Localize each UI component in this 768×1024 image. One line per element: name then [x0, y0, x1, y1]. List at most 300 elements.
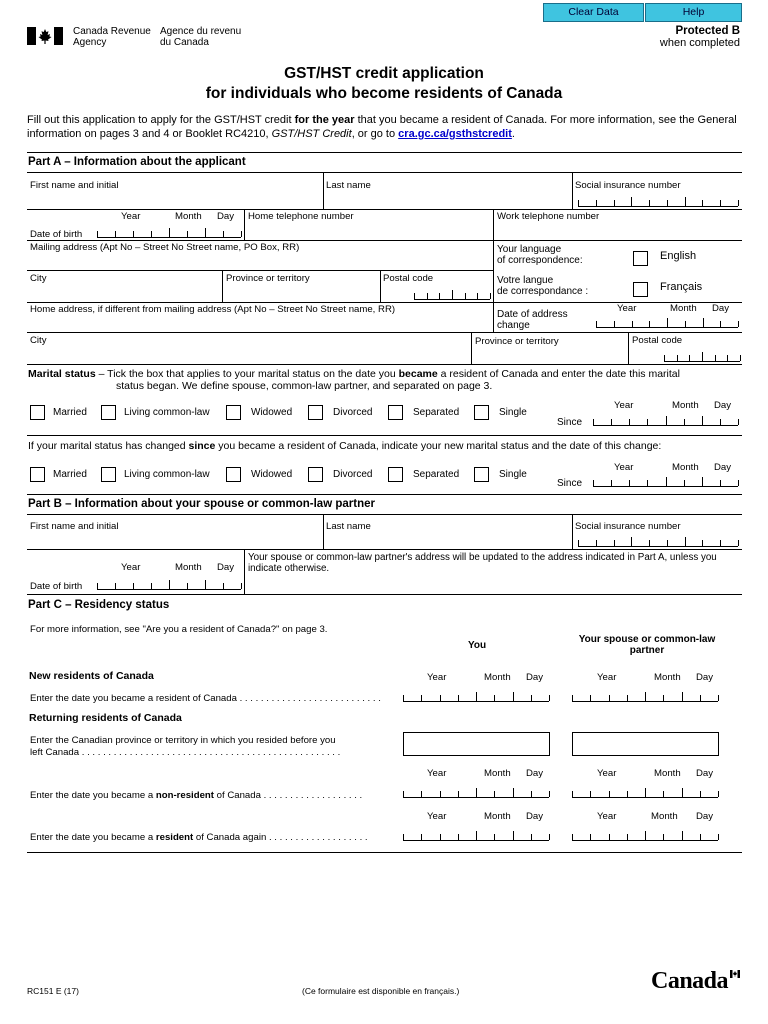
comb-tick: [666, 416, 667, 425]
year-label: Year: [121, 562, 141, 573]
date-address-change-label: Date of address change: [497, 309, 568, 331]
comb-tick: [649, 540, 650, 546]
marital-widowed-checkbox[interactable]: [226, 405, 241, 420]
new-marital-widowed-checkbox[interactable]: [226, 467, 241, 482]
marital-change-instruction: [28, 441, 661, 452]
new-marital-divorced-checkbox[interactable]: [308, 467, 323, 482]
comb-tick: [627, 791, 628, 797]
year-label: Year: [427, 811, 447, 822]
separated-label: Separated: [413, 469, 460, 480]
comb-tick: [627, 834, 628, 840]
new-marital-common-law-checkbox[interactable]: [101, 467, 116, 482]
marital-text-3: status began. We define spouse, common-law partner, and separated on page 3.: [116, 380, 493, 392]
comb-tick: [720, 321, 721, 327]
comb-tick: [647, 419, 648, 425]
single-label: Single: [499, 469, 527, 480]
comb-tick: [458, 695, 459, 701]
you-resident-again-date-field[interactable]: [403, 835, 549, 841]
comb-tick: [738, 540, 739, 546]
comb-tick: [513, 692, 514, 701]
agency-name-en: Canada Revenue Agency: [73, 26, 151, 48]
comb-tick: [476, 788, 477, 797]
comb-tick: [476, 831, 477, 840]
divider: [27, 240, 742, 241]
comb-tick: [490, 293, 491, 299]
comb-tick: [664, 355, 665, 361]
you-column-header: You: [468, 640, 487, 651]
new-marital-single-checkbox[interactable]: [474, 467, 489, 482]
day-label: Day: [696, 768, 714, 779]
comb-tick: [649, 200, 650, 206]
comb-tick: [720, 200, 721, 206]
intro-text-4: .: [511, 128, 515, 140]
year-label: Year: [427, 672, 447, 683]
comb-tick: [572, 791, 573, 797]
comb-tick: [439, 293, 440, 299]
comb-tick: [631, 537, 632, 546]
comb-tick: [596, 321, 597, 327]
comb-tick: [663, 791, 664, 797]
gsthst-link[interactable]: cra.gc.ca/gsthstcredit: [398, 128, 512, 140]
divider: [27, 209, 742, 210]
applicant-dob-field[interactable]: [97, 232, 241, 238]
comb-tick: [738, 419, 739, 425]
divider: [27, 364, 742, 365]
comb-tick: [632, 321, 633, 327]
marital-change-bold: since: [188, 440, 216, 452]
month-label: Month: [484, 768, 511, 779]
home-city-label: City: [30, 335, 47, 346]
day-label: Day: [526, 768, 544, 779]
comb-tick: [421, 834, 422, 840]
comb-tick: [738, 480, 739, 486]
form-number: RC151 E (17): [27, 986, 79, 996]
comb-tick: [649, 321, 650, 327]
comb-tick: [458, 791, 459, 797]
comb-tick: [738, 321, 739, 327]
comb-tick: [549, 695, 550, 701]
comb-tick: [593, 419, 594, 425]
comb-tick: [689, 355, 690, 361]
divider: [27, 514, 742, 515]
divider: [493, 209, 494, 240]
divider: [27, 494, 742, 495]
comb-tick: [531, 695, 532, 701]
comb-tick: [611, 480, 612, 486]
new-marital-separated-checkbox[interactable]: [388, 467, 403, 482]
comb-tick: [702, 477, 703, 486]
comb-tick: [614, 200, 615, 206]
comb-tick: [531, 791, 532, 797]
marital-change-text-1: If your marital status has changed: [28, 440, 189, 452]
divider: [27, 852, 742, 853]
year-label: Year: [614, 400, 634, 411]
comb-tick: [720, 480, 721, 486]
canada-wordmark-text: Canada: [651, 968, 729, 994]
comb-tick: [596, 200, 597, 206]
marital-divorced-checkbox[interactable]: [308, 405, 323, 420]
comb-tick: [458, 834, 459, 840]
year-label: Year: [617, 303, 637, 314]
comb-tick: [593, 480, 594, 486]
comb-tick: [452, 290, 453, 299]
comb-tick: [685, 321, 686, 327]
comb-tick: [241, 583, 242, 589]
postal-code-label: Postal code: [383, 273, 434, 284]
part-b-heading: Part B – Information about your spouse or common-law partner: [28, 498, 375, 510]
spouse-province-input[interactable]: [572, 732, 719, 756]
divider: [244, 209, 245, 240]
comb-tick: [414, 293, 415, 299]
separated-label: Separated: [413, 407, 460, 418]
month-label: Month: [651, 811, 678, 822]
comb-tick: [667, 200, 668, 206]
comb-tick: [421, 695, 422, 701]
comb-tick: [700, 834, 701, 840]
divider: [27, 172, 742, 173]
intro-text-1: Fill out this application to apply for the GST/HST credit: [27, 114, 295, 126]
day-label: Day: [714, 400, 732, 411]
day-label: Day: [696, 672, 714, 683]
divider: [27, 270, 493, 271]
marital-status-instruction: [28, 368, 742, 392]
comb-tick: [684, 480, 685, 486]
form-title-line1: GST/HST credit application: [284, 65, 484, 82]
comb-tick: [494, 791, 495, 797]
married-label: Married: [53, 469, 87, 480]
comb-tick: [223, 231, 224, 237]
day-label: Day: [526, 672, 544, 683]
comb-tick: [700, 695, 701, 701]
mailing-address-label: Mailing address (Apt No – Street No Street name, PO Box, RR): [30, 242, 300, 253]
applicant-first-name-label: First name and initial: [30, 180, 119, 191]
year-label: Year: [597, 811, 617, 822]
you-nonresident-date-field[interactable]: [403, 792, 549, 798]
common-law-label: Living common-law: [124, 469, 210, 480]
comb-tick: [440, 834, 441, 840]
comb-tick: [590, 791, 591, 797]
resident-again-text-2: of Canada again: [193, 832, 267, 843]
comb-tick: [151, 231, 152, 237]
province-before-left-label: Enter the Canadian province or territory in which you resided before you left Canada . . . . . . . . . . . . . . . . . . . . . . . . . . . . . . . . . . . . . . . . . . . . . . . . .: [30, 735, 341, 758]
comb-tick: [549, 834, 550, 840]
year-label: Year: [121, 211, 141, 222]
language-label-en: Your language of correspondence:: [497, 244, 583, 266]
part-a-heading: Part A – Information about the applicant: [28, 156, 246, 168]
divider: [27, 152, 742, 153]
new-residents-heading: New residents of Canada: [29, 670, 154, 682]
agency-name-fr: Agence du revenu du Canada: [160, 26, 242, 48]
comb-tick: [494, 695, 495, 701]
comb-tick: [700, 791, 701, 797]
comb-tick: [720, 540, 721, 546]
divider: [572, 173, 573, 209]
comb-tick: [97, 583, 98, 589]
month-label: Month: [175, 562, 202, 573]
francais-label: Français: [660, 281, 703, 293]
comb-tick: [702, 352, 703, 361]
resident-again-text-1: Enter the date you became a: [30, 832, 156, 843]
part-c-heading: Part C – Residency status: [28, 599, 170, 611]
language-label-fr: Votre langue de correspondance :: [497, 275, 589, 297]
divider: [323, 173, 324, 209]
month-label: Month: [484, 672, 511, 683]
comb-tick: [549, 791, 550, 797]
you-province-input[interactable]: [403, 732, 550, 756]
spouse-dob-field[interactable]: [97, 584, 241, 590]
comb-tick: [702, 416, 703, 425]
comb-tick: [677, 355, 678, 361]
since-label: Since: [557, 478, 583, 489]
divider: [27, 435, 742, 436]
marital-common-law-checkbox[interactable]: [101, 405, 116, 420]
comb-tick: [682, 831, 683, 840]
divider: [27, 549, 742, 550]
postal-code-field[interactable]: [414, 294, 490, 300]
returning-residents-heading: Returning residents of Canada: [29, 712, 182, 724]
year-label: Year: [597, 672, 617, 683]
comb-tick: [718, 834, 719, 840]
divider: [27, 594, 742, 595]
comb-tick: [715, 355, 716, 361]
month-label: Month: [484, 811, 511, 822]
comb-tick: [531, 834, 532, 840]
since-label: Since: [557, 417, 583, 428]
comb-tick: [667, 318, 668, 327]
divider: [572, 514, 573, 549]
comb-tick: [645, 788, 646, 797]
comb-tick: [645, 831, 646, 840]
day-label: Day: [696, 811, 714, 822]
marital-status-title: Marital status: [28, 368, 96, 380]
address-change-date-field[interactable]: [596, 322, 738, 328]
divider: [493, 302, 494, 332]
spouse-sin-field[interactable]: [578, 541, 738, 547]
comb-tick: [727, 355, 728, 361]
year-label: Year: [597, 768, 617, 779]
divider: [471, 332, 472, 364]
comb-tick: [685, 197, 686, 206]
comb-tick: [223, 583, 224, 589]
comb-tick: [590, 695, 591, 701]
comb-tick: [440, 695, 441, 701]
marital-separated-checkbox[interactable]: [388, 405, 403, 420]
spouse-nonresident-date-field[interactable]: [572, 792, 718, 798]
comb-tick: [590, 834, 591, 840]
spouse-column-header: Your spouse or common-law partner: [578, 634, 716, 656]
comb-tick: [465, 293, 466, 299]
marital-text-2: a resident of Canada and enter the date this marital: [437, 368, 680, 380]
comb-tick: [629, 480, 630, 486]
divorced-label: Divorced: [333, 407, 373, 418]
intro-text-2: that you became a resident of Canada. For more information, see the General information on pages 3 and 4 or Booklet RC4210,: [27, 114, 737, 140]
you-resident-date-field[interactable]: [403, 696, 549, 702]
married-label: Married: [53, 407, 87, 418]
comb-tick: [169, 580, 170, 589]
province-label: Province or territory: [226, 273, 310, 284]
comb-tick: [403, 791, 404, 797]
comb-tick: [151, 583, 152, 589]
year-label: Year: [614, 462, 634, 473]
comb-tick: [718, 695, 719, 701]
home-postal-label: Postal code: [632, 335, 683, 346]
day-label: Day: [712, 303, 730, 314]
non-resident-bold: non-resident: [155, 790, 214, 801]
comb-tick: [645, 692, 646, 701]
comb-tick: [663, 695, 664, 701]
comb-tick: [682, 692, 683, 701]
month-label: Month: [670, 303, 697, 314]
comb-tick: [427, 293, 428, 299]
spouse-address-note: Your spouse or common-law partner's address will be updated to the address indicated in Part A, unless you indicate otherwise.: [248, 552, 717, 574]
francais-checkbox[interactable]: [633, 282, 648, 297]
spouse-dob-label: Date of birth: [30, 581, 83, 592]
divider: [222, 270, 223, 302]
comb-tick: [629, 419, 630, 425]
protected-level: Protected B: [675, 25, 740, 37]
year-label: Year: [427, 768, 447, 779]
comb-tick: [702, 200, 703, 206]
clear-data-button[interactable]: Clear Data: [543, 3, 644, 22]
home-province-label: Province or territory: [475, 336, 559, 347]
day-label: Day: [217, 562, 235, 573]
comb-tick: [133, 583, 134, 589]
comb-tick: [133, 231, 134, 237]
comb-tick: [627, 695, 628, 701]
comb-tick: [187, 231, 188, 237]
new-marital-since-date-field[interactable]: [593, 481, 738, 487]
spouse-sin-label: Social insurance number: [575, 521, 681, 532]
protected-b-label: [660, 25, 740, 49]
canada-flag-icon: [27, 27, 63, 45]
comb-tick: [682, 788, 683, 797]
province-before-left-text: Enter the Canadian province or territory in which you resided before you left Canada: [30, 735, 336, 758]
single-label: Single: [499, 407, 527, 418]
applicant-dob-label: Date of birth: [30, 229, 83, 240]
day-label: Day: [714, 462, 732, 473]
city-label: City: [30, 273, 47, 284]
comb-tick: [494, 834, 495, 840]
when-completed: when completed: [659, 37, 740, 49]
comb-tick: [718, 791, 719, 797]
comb-tick: [609, 791, 610, 797]
resident-again-bold: resident: [155, 832, 194, 843]
intro-italic-1: GST/HST Credit: [271, 128, 352, 140]
comb-tick: [115, 583, 116, 589]
comb-tick: [702, 540, 703, 546]
non-resident-text-2: of Canada: [213, 790, 261, 801]
comb-tick: [596, 540, 597, 546]
comb-tick: [578, 200, 579, 206]
comb-tick: [572, 834, 573, 840]
comb-tick: [476, 692, 477, 701]
comb-tick: [614, 321, 615, 327]
new-resident-date-text: Enter the date you became a resident of Canada: [30, 693, 237, 704]
divider: [244, 549, 245, 594]
divorced-label: Divorced: [333, 469, 373, 480]
comb-tick: [187, 583, 188, 589]
day-label: Day: [217, 211, 235, 222]
comb-tick: [738, 200, 739, 206]
marital-since-date-field[interactable]: [593, 420, 738, 426]
applicant-sin-field[interactable]: [578, 201, 738, 207]
day-label: Day: [526, 811, 544, 822]
comb-tick: [703, 318, 704, 327]
form-title-line2: for individuals who become residents of Canada: [205, 85, 563, 102]
intro-bold-1: for the year: [294, 114, 355, 126]
comb-tick: [205, 228, 206, 237]
comb-tick: [614, 540, 615, 546]
comb-tick: [513, 831, 514, 840]
comb-tick: [241, 231, 242, 237]
marital-single-checkbox[interactable]: [474, 405, 489, 420]
divider: [323, 514, 324, 549]
home-address-label: Home address, if different from mailing address (Apt No – Street No Street name, RR): [30, 304, 396, 315]
comb-tick: [609, 834, 610, 840]
widowed-label: Widowed: [251, 407, 293, 418]
month-label: Month: [175, 211, 202, 222]
comb-tick: [403, 834, 404, 840]
comb-tick: [205, 580, 206, 589]
divider: [493, 240, 494, 302]
widowed-label: Widowed: [251, 469, 293, 480]
marital-married-checkbox[interactable]: [30, 405, 45, 420]
new-marital-married-checkbox[interactable]: [30, 467, 45, 482]
applicant-last-name-label: Last name: [326, 180, 371, 191]
spouse-resident-date-field[interactable]: [572, 696, 718, 702]
resident-again-date-label: Enter the date you became a resident of Canada again . . . . . . . . . . . . . . . . . . .: [30, 832, 368, 843]
comb-tick: [115, 231, 116, 237]
non-resident-text-1: Enter the date you became a: [30, 790, 156, 801]
marital-text-1: – Tick the box that applies to your marital status on the date you: [95, 368, 399, 380]
marital-bold-became: became: [398, 368, 438, 380]
comb-tick: [403, 695, 404, 701]
home-telephone-label: Home telephone number: [248, 211, 354, 222]
spouse-last-name-label: Last name: [326, 521, 371, 532]
month-label: Month: [672, 462, 699, 473]
divider: [27, 332, 742, 333]
home-postal-field[interactable]: [664, 356, 740, 362]
comb-tick: [513, 788, 514, 797]
comb-tick: [440, 791, 441, 797]
comb-tick: [666, 477, 667, 486]
month-label: Month: [672, 400, 699, 411]
french-availability-note: (Ce formulaire est disponible en français.): [302, 986, 460, 996]
comb-tick: [647, 480, 648, 486]
intro-text-3: , or go to: [351, 128, 399, 140]
comb-tick: [477, 293, 478, 299]
comb-tick: [667, 540, 668, 546]
wordmark-flag-icon: [730, 970, 740, 978]
comb-tick: [421, 791, 422, 797]
divider: [380, 270, 381, 302]
residency-more-info: For more information, see "Are you a resident of Canada?" on page 3.: [30, 624, 328, 635]
comb-tick: [720, 419, 721, 425]
comb-tick: [611, 419, 612, 425]
work-telephone-label: Work telephone number: [497, 211, 600, 222]
spouse-resident-again-date-field[interactable]: [572, 835, 718, 841]
comb-tick: [578, 540, 579, 546]
month-label: Month: [654, 768, 681, 779]
common-law-label: Living common-law: [124, 407, 210, 418]
comb-tick: [97, 231, 98, 237]
comb-tick: [684, 419, 685, 425]
comb-tick: [740, 355, 741, 361]
intro-paragraph: [27, 113, 743, 141]
english-checkbox[interactable]: [633, 251, 648, 266]
help-button[interactable]: Help: [645, 3, 742, 22]
spouse-first-name-label: First name and initial: [30, 521, 119, 532]
